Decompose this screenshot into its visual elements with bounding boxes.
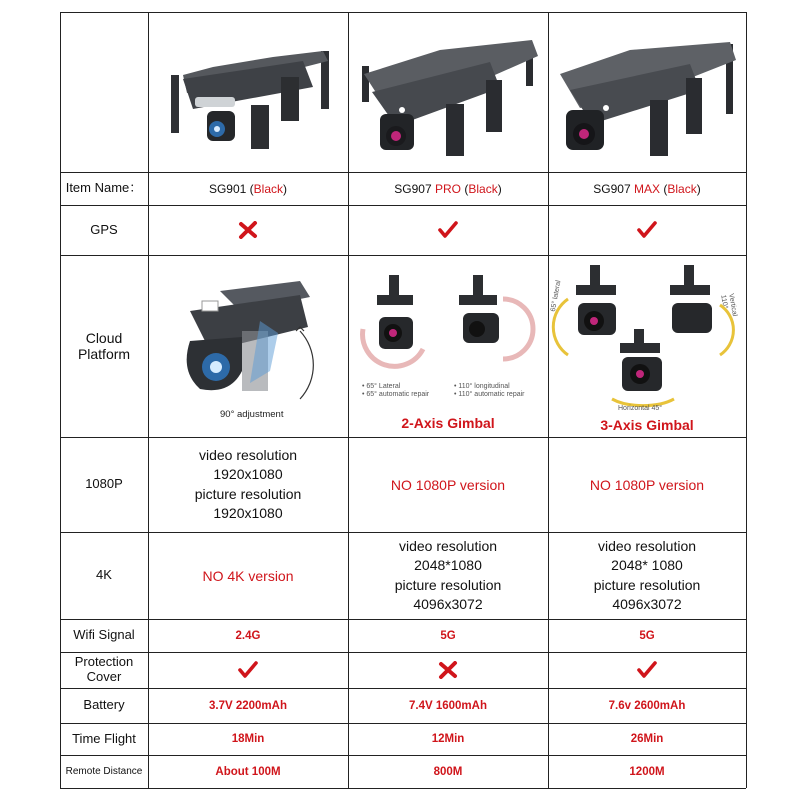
cloud-platform-sg907-pro <box>348 255 548 437</box>
flight-label: Time Flight <box>72 730 136 746</box>
check-icon <box>438 221 458 239</box>
remote-sg907-pro <box>348 755 548 788</box>
row-label-gps <box>60 205 148 255</box>
resolution-line: 1920x1080 <box>213 466 283 483</box>
gps-sg907-max <box>548 205 746 255</box>
gimbal-note: • 65° automatic repair <box>362 391 430 399</box>
p1080-sg907-max <box>548 437 746 532</box>
wifi-label: Wifi Signal <box>73 627 135 643</box>
drone-image-sg907-pro <box>348 12 548 172</box>
no-4k-text: NO 4K version <box>202 567 294 584</box>
gps-sg907-pro <box>348 205 548 255</box>
model-text: ( <box>461 181 469 196</box>
resolution-line: 4096x3072 <box>612 595 682 612</box>
flight-sg907-pro <box>348 723 548 755</box>
cover-sg907-pro <box>348 652 548 688</box>
wifi-sg907-max <box>548 619 746 652</box>
variant-text: Black <box>667 181 697 196</box>
model-text: SG907 <box>593 181 634 196</box>
p1080-sg907-pro <box>348 437 548 532</box>
cloud-platform-sg901 <box>148 255 348 437</box>
flight-value: 18Min <box>231 733 265 745</box>
remote-value: About 100M <box>215 765 281 778</box>
drone-image-sg907-max <box>548 12 746 172</box>
wifi-sg901 <box>148 619 348 652</box>
battery-label: Battery <box>83 697 125 713</box>
gps-sg901 <box>148 205 348 255</box>
battery-value: 7.6v 2600mAh <box>608 699 686 712</box>
check-icon <box>637 661 657 679</box>
gimbal-note: Horizontal 45° <box>618 405 663 412</box>
model-name-sg907-pro <box>348 172 548 205</box>
k4-label: 4K <box>96 567 112 583</box>
camera-adjust-illustration <box>150 271 346 421</box>
platform-label: Platform <box>77 346 131 362</box>
remote-value: 800M <box>433 765 463 778</box>
tier-text: MAX <box>634 181 661 196</box>
row-label-4k <box>60 532 148 619</box>
model-name-sg907-max <box>548 172 746 205</box>
row-label-1080p <box>60 437 148 532</box>
resolution-line: 4096x3072 <box>413 595 483 612</box>
model-text: ) <box>497 181 502 196</box>
gimbal-note: Vertical 110° <box>719 293 738 317</box>
p1080-sg901 <box>148 437 348 532</box>
model-text: ( <box>246 181 254 196</box>
drone-image-sg901 <box>148 12 348 172</box>
no-1080p-text: NO 1080P version <box>390 476 506 493</box>
flight-sg907-max <box>548 723 746 755</box>
flight-value: 12Min <box>431 733 465 745</box>
model-text: ) <box>696 181 701 196</box>
model-text: SG901 <box>208 181 247 196</box>
cross-icon <box>438 661 458 679</box>
model-text: SG907 <box>394 181 435 196</box>
three-axis-gimbal-illustration <box>550 259 744 409</box>
gimbal-caption: 3-Axis Gimbal <box>600 417 694 433</box>
cloud-label: Cloud <box>85 329 123 346</box>
row-label-item-name <box>60 172 148 205</box>
gimbal-caption: 2-Axis Gimbal <box>401 415 495 431</box>
resolution-line: video resolution <box>597 537 697 554</box>
battery-value: 7.4V 1600mAh <box>409 699 487 712</box>
row-label-remote-distance <box>60 755 148 788</box>
battery-sg907-max <box>548 688 746 723</box>
row-label-protection-cover <box>60 652 148 688</box>
no-1080p-text: NO 1080P version <box>589 476 705 493</box>
cross-icon <box>238 221 258 239</box>
resolution-line: video resolution <box>398 537 498 554</box>
p1080-label: 1080P <box>85 476 123 492</box>
model-name-sg901 <box>148 172 348 205</box>
remote-value: 1200M <box>629 765 665 778</box>
remote-sg901 <box>148 755 348 788</box>
resolution-line: picture resolution <box>394 576 502 593</box>
cover-sg907-max <box>548 652 746 688</box>
resolution-line: 2048*1080 <box>414 557 482 574</box>
resolution-line: picture resolution <box>194 485 302 502</box>
resolution-line: picture resolution <box>593 576 701 593</box>
resolution-line: video resolution <box>198 446 298 463</box>
row-label-wifi <box>60 619 148 652</box>
two-axis-gimbal-illustration <box>353 269 543 379</box>
gimbal-note: • 110° automatic repair <box>454 391 525 399</box>
battery-value: 3.7V 2200mAh <box>209 699 287 712</box>
wifi-sg907-pro <box>348 619 548 652</box>
battery-sg901 <box>148 688 348 723</box>
wifi-value: 5G <box>440 629 456 642</box>
gimbal-note: • 110° longitudinal <box>454 383 510 390</box>
comparison-table <box>60 12 746 788</box>
grid-line <box>60 788 746 789</box>
wifi-value: 2.4G <box>235 629 261 642</box>
variant-text: Black <box>253 181 284 196</box>
gimbal-note: • 65° Lateral <box>362 383 401 390</box>
grid-line <box>746 12 747 788</box>
check-icon <box>238 661 258 679</box>
k4-sg901 <box>148 532 348 619</box>
row-label-battery <box>60 688 148 723</box>
flight-value: 26Min <box>630 733 664 745</box>
model-text: ) <box>283 181 288 196</box>
flight-sg901 <box>148 723 348 755</box>
wifi-value: 5G <box>639 629 655 642</box>
row-label-time-flight <box>60 723 148 755</box>
check-icon <box>637 221 657 239</box>
row-label-cloud-platform <box>60 255 148 437</box>
remote-sg907-max <box>548 755 746 788</box>
battery-sg907-pro <box>348 688 548 723</box>
gps-label: GPS <box>90 221 118 237</box>
tier-text: PRO <box>435 181 462 196</box>
resolution-line: 1920x1080 <box>213 504 283 521</box>
item-name-label: Item Name： <box>65 180 143 196</box>
remote-label: Remote Distance <box>65 765 143 777</box>
model-text: ( <box>660 181 668 196</box>
gimbal-note: 65° lateral <box>550 279 563 313</box>
variant-text: Black <box>468 181 498 196</box>
k4-sg907-pro <box>348 532 548 619</box>
cover-label: Cover <box>86 669 122 684</box>
adjustment-annotation: 90° adjustment <box>220 409 284 420</box>
k4-sg907-max <box>548 532 746 619</box>
resolution-line: 2048* 1080 <box>611 557 683 574</box>
protection-label: Protection <box>74 654 134 670</box>
cover-sg901 <box>148 652 348 688</box>
cloud-platform-sg907-max <box>548 255 746 437</box>
